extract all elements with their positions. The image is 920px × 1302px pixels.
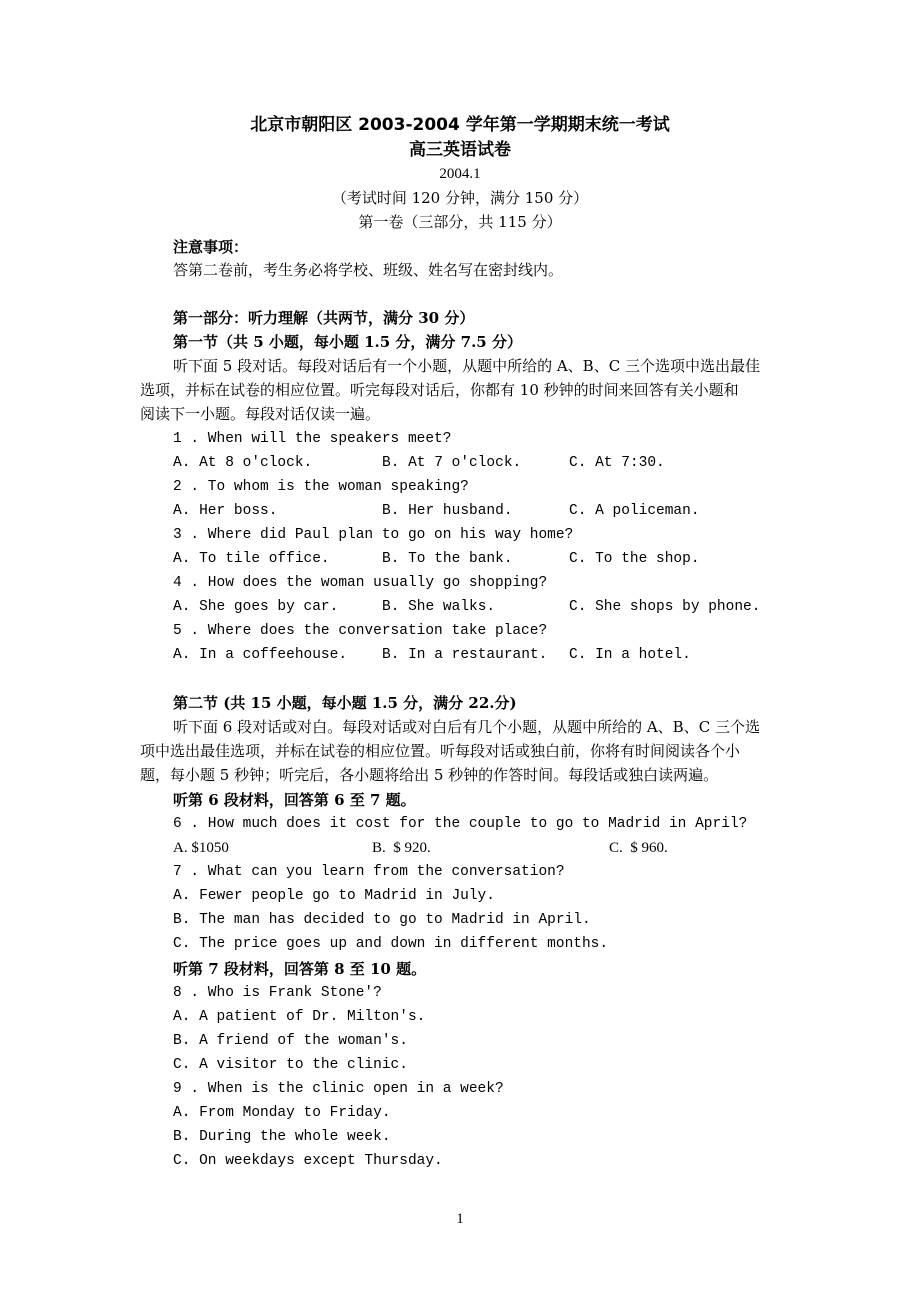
- option-a: A. At 8 o'clock.: [173, 455, 313, 471]
- section1-instructions-line: 听下面 5 段对话。每段对话后有一个小题，从题中所给的 A、B、C 三个选项中选出最佳: [173, 357, 760, 375]
- section1-instructions-line: 选项，并标在试卷的相应位置。听完每段对话后，你都有 10 秒钟的时间来回答有关小题和: [140, 381, 739, 399]
- part1-heading: 第一部分：听力理解（共两节，满分 30 分）: [173, 309, 475, 327]
- notice-heading: 注意事项：: [173, 238, 249, 256]
- option-b: B. She walks.: [382, 599, 496, 615]
- option-a: A. From Monday to Friday.: [173, 1105, 391, 1121]
- section1-heading: 第一节（共 5 小题，每小题 1.5 分，满分 7.5 分）: [173, 333, 522, 351]
- exam-subtitle: 高三英语试卷: [409, 140, 511, 160]
- question-stem: 9 . When is the clinic open in a week?: [173, 1081, 504, 1097]
- page-number: 1: [456, 1211, 464, 1227]
- option-a: A. She goes by car.: [173, 599, 339, 615]
- question-stem: 3 . Where did Paul plan to go on his way home?: [173, 527, 574, 543]
- option-b: B. A friend of the woman's.: [173, 1033, 408, 1049]
- option-b: B. The man has decided to go to Madrid in April.: [173, 912, 591, 928]
- exam-date: 2004.1: [439, 166, 481, 182]
- question-stem: 2 . To whom is the woman speaking?: [173, 479, 469, 495]
- question-stem: 8 . Who is Frank Stone'?: [173, 985, 382, 1001]
- option-a: A. Fewer people go to Madrid in July.: [173, 888, 495, 904]
- option-c: C. $ 960.: [609, 840, 668, 856]
- option-a: A. In a coffeehouse.: [173, 647, 348, 663]
- exam-info: （考试时间 120 分钟，满分 150 分）: [331, 189, 589, 207]
- notice-text: 答第二卷前，考生务必将学校、班级、姓名写在密封线内。: [173, 261, 564, 279]
- material-7-heading: 听第 7 段材料，回答第 8 至 10 题。: [173, 960, 427, 978]
- volume-heading: 第一卷（三部分，共 115 分）: [358, 213, 562, 231]
- option-a: A. Her boss.: [173, 503, 278, 519]
- section2-instructions-line: 听下面 6 段对话或对白。每段对话或对白后有几个小题，从题中所给的 A、B、C 三个选: [173, 718, 760, 736]
- option-c: C. On weekdays except Thursday.: [173, 1153, 443, 1169]
- option-c: C. The price goes up and down in different months.: [173, 936, 609, 952]
- option-b: B. At 7 o'clock.: [382, 455, 522, 471]
- option-c: C. A visitor to the clinic.: [173, 1057, 408, 1073]
- option-c: C. At 7:30.: [569, 455, 665, 471]
- option-a: A. $1050: [173, 840, 229, 856]
- material-6-heading: 听第 6 段材料，回答第 6 至 7 题。: [173, 791, 416, 809]
- option-a: A. To tile office.: [173, 551, 330, 567]
- option-b: B. Her husband.: [382, 503, 513, 519]
- question-stem: 7 . What can you learn from the conversation?: [173, 864, 565, 880]
- option-c: C. To the shop.: [569, 551, 700, 567]
- question-stem: 5 . Where does the conversation take place?: [173, 623, 548, 639]
- section1-instructions-line: 阅读下一小题。每段对话仅读一遍。: [140, 405, 381, 423]
- section2-instructions-line: 题，每小题 5 秒钟；听完后，各小题将给出 5 秒钟的作答时间。每段话或独白读两遍。: [140, 766, 719, 784]
- option-c: C. In a hotel.: [569, 647, 691, 663]
- exam-title: 北京市朝阳区 2003-2004 学年第一学期期末统一考试: [250, 115, 670, 135]
- option-b: B. $ 920.: [372, 840, 431, 856]
- option-b: B. To the bank.: [382, 551, 513, 567]
- question-stem: 1 . When will the speakers meet?: [173, 431, 452, 447]
- question-stem: 4 . How does the woman usually go shopping?: [173, 575, 548, 591]
- option-c: C. She shops by phone.: [569, 599, 761, 615]
- question-stem: 6 . How much does it cost for the couple to go to Madrid in April?: [173, 816, 748, 832]
- section2-instructions-line: 项中选出最佳选项，并标在试卷的相应位置。听每段对话或独白前，你将有时间阅读各个小: [140, 742, 741, 760]
- option-c: C. A policeman.: [569, 503, 700, 519]
- option-b: B. In a restaurant.: [382, 647, 548, 663]
- section2-heading: 第二节 (共 15 小题，每小题 1.5 分，满分 22.分): [173, 694, 517, 712]
- option-b: B. During the whole week.: [173, 1129, 391, 1145]
- option-a: A. A patient of Dr. Milton's.: [173, 1009, 426, 1025]
